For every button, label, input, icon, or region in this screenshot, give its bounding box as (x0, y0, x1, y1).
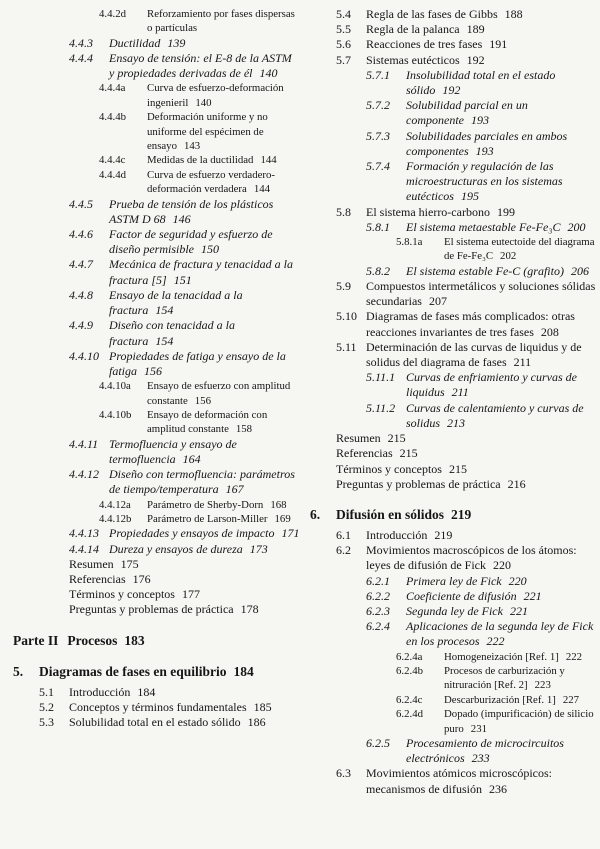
toc-entry (310, 7, 597, 22)
toc-entry (13, 257, 300, 287)
toc-entry-page: 206 (570, 263, 589, 278)
toc-entry-title: Termofluencia y ensayo de termofluencia (109, 436, 237, 466)
toc-entry-title: Descarburización [Ref. 1] (444, 693, 556, 706)
toc-entry (13, 512, 300, 526)
toc-entry-title: Propiedades de fatiga y ensayo de la fatiga (109, 348, 286, 378)
toc-entry-number: 5. (13, 663, 24, 679)
toc-entry (310, 340, 597, 370)
toc-entry-title: Segunda ley de Fick (406, 603, 503, 618)
toc-entry-page: 173 (249, 541, 268, 556)
toc-entry-number: 6.1 (336, 527, 351, 542)
toc-entry-page: 144 (253, 183, 271, 196)
toc-entry-title: Referencias (69, 571, 126, 586)
toc-entry (13, 81, 300, 110)
toc-entry (310, 477, 597, 492)
toc-entry-page: 184 (233, 663, 254, 679)
toc-entry-title: Conceptos y términos fundamentales (69, 699, 247, 714)
toc-entry (13, 587, 300, 602)
toc-entry-number: 4.4.10a (99, 380, 131, 393)
toc-entry-page: 231 (470, 722, 487, 735)
toc-entry-title: Dureza y ensayos de dureza (109, 541, 243, 556)
toc-entry (13, 379, 300, 408)
toc-entry-title: Regla de las fases de Gibbs (366, 7, 498, 21)
toc-entry-number: 5.8.1a (396, 236, 423, 249)
toc-entry-title: Solubilidad parcial en un componente (406, 98, 528, 128)
toc-entry-title: Curva de esfuerzo verdadero-deformación verdadera (147, 168, 275, 196)
toc-entry-page: 189 (466, 22, 485, 37)
toc-entry (310, 574, 597, 589)
toc-entry-title: Ensayo de la tenacidad a la fractura (109, 287, 243, 318)
toc-entry (310, 462, 597, 477)
toc-entry (310, 37, 597, 52)
toc-entry (13, 349, 300, 379)
toc-entry-page: 146 (172, 211, 191, 226)
toc-entry-page: 236 (488, 781, 507, 796)
toc-entry-title: Reacciones de tres fases (366, 37, 483, 52)
toc-entry-number: 4.4.4d (99, 168, 126, 181)
toc-entry-title: Aplicaciones de la segunda ley de Fick en los procesos (406, 619, 594, 649)
toc-entry (13, 542, 300, 557)
toc-entry-number: 4.4.2d (99, 8, 126, 20)
toc-entry-title: Curvas de enfriamiento y curvas de liquidus (406, 370, 577, 400)
toc-entry-title: Parámetro de Sherby-Dorn (147, 498, 264, 511)
toc-entry (13, 7, 300, 36)
toc-entry-number: 5.7.3 (366, 128, 390, 143)
toc-entry-page: 208 (540, 324, 559, 339)
toc-entry (310, 736, 597, 766)
toc-entry-number: 4.4.12b (99, 512, 132, 525)
toc-entry-number: 4.4.13 (69, 526, 99, 541)
toc-entry (13, 110, 300, 153)
toc-entry-page: 164 (182, 451, 201, 466)
toc-entry-title: Ensayo de esfuerzo con amplitud constante (147, 380, 291, 407)
toc-entry-page: 156 (144, 363, 163, 378)
toc-entry-number: 5.11 (336, 339, 357, 354)
toc-entry-title: Solubilidad total en el estado sólido (69, 714, 241, 729)
toc-entry-page: 215 (448, 461, 467, 476)
toc-entry-number: 4.4.9 (69, 318, 93, 333)
toc-entry-title: El sistema hierro-carbono (366, 204, 490, 219)
toc-entry-number: 5.11.1 (366, 370, 396, 385)
toc-entry (310, 279, 597, 309)
toc-entry-title: El sistema eutectoide del diagrama de Fe-Fe₃C (444, 236, 595, 263)
toc-entry (310, 543, 597, 573)
toc-entry-page: 156 (194, 394, 211, 407)
toc-entry (310, 528, 597, 543)
toc-entry (310, 220, 597, 235)
toc-entry-page: 188 (504, 7, 523, 21)
toc-column-left (13, 7, 300, 849)
toc-entry-number: 5.1 (39, 684, 54, 699)
toc-entry-number: 5.4 (336, 7, 351, 21)
toc-entry-page: 186 (247, 714, 266, 729)
toc-entry-title: Factor de seguridad y esfuerzo de diseño permisible (109, 227, 273, 257)
toc-entry-number: 5.9 (336, 279, 351, 294)
toc-entry (13, 663, 300, 680)
toc-entry-page: 175 (120, 556, 139, 571)
toc-entry (310, 707, 597, 736)
toc-entry-title: Propiedades y ensayos de impacto (109, 526, 275, 541)
toc-entry (13, 498, 300, 512)
toc-entry-title: Ductilidad (109, 35, 161, 50)
toc-entry-page: 191 (489, 37, 508, 52)
toc-entry-title: Resumen (336, 431, 381, 446)
toc-entry-title: Reforzamiento por fases dispersas o partículas (147, 8, 295, 35)
toc-entry-number: 4.4.12 (69, 467, 99, 482)
toc-entry-number: 5.6 (336, 37, 351, 52)
toc-entry-page: 221 (523, 588, 542, 603)
toc-entry-page: 193 (475, 143, 494, 158)
toc-entry (13, 715, 300, 730)
toc-entry-title: Preguntas y problemas de práctica (69, 602, 234, 617)
toc-entry-number: 4.4.14 (69, 541, 99, 556)
toc-entry (310, 98, 597, 128)
toc-entry-number: 6.2.3 (366, 603, 390, 618)
toc-entry-title: Medidas de la ductilidad (147, 154, 254, 167)
toc-entry (310, 235, 597, 264)
toc-entry-title: Primera ley de Fick (406, 573, 502, 588)
toc-entry-title: Regla de la palanca (366, 22, 460, 37)
toc-entry (310, 68, 597, 98)
toc-entry-title: Preguntas y problemas de práctica (336, 476, 501, 491)
toc-entry-page: 199 (496, 204, 515, 219)
toc-entry-page: 169 (274, 512, 291, 525)
toc-entry-number: 6.2.4a (396, 650, 423, 663)
toc-entry-number: 6.2.4b (396, 664, 423, 677)
toc-entry (310, 129, 597, 159)
toc-entry-title: Mecánica de fractura y tenacidad a la fractura [5] (109, 257, 293, 287)
toc-entry-number: 5.2 (39, 699, 54, 714)
toc-entry (310, 205, 597, 220)
toc-entry-number: 5.7.2 (366, 98, 390, 113)
toc-entry-number: 4.4.8 (69, 287, 93, 302)
toc-entry (310, 370, 597, 400)
toc-entry-page: 195 (460, 189, 479, 204)
toc-entry-number: 6.2 (336, 543, 351, 558)
toc-entry-title: Determinación de las curvas de liquidus y de solidus del diagrama de fases (366, 339, 582, 370)
toc-entry-number: 5.7.1 (366, 67, 390, 82)
toc-entry-page: 144 (260, 154, 277, 167)
toc-entry-number: 4.4.4a (99, 82, 126, 95)
toc-entry-number: 4.4.10b (99, 408, 132, 421)
toc-entry (13, 168, 300, 197)
toc-entry-number: 4.4.4b (99, 111, 126, 124)
toc-entry (310, 664, 597, 693)
toc-entry-page: 171 (281, 526, 300, 541)
toc-entry (13, 153, 300, 167)
toc-entry-page: 168 (270, 498, 287, 511)
toc-entry-number: 5.8.1 (366, 219, 390, 234)
toc-entry-page: 227 (562, 693, 580, 706)
toc-entry (310, 159, 597, 205)
toc-entry-page: 222 (565, 650, 583, 663)
toc-entry-title: Diagramas de fases en equilibrio (39, 663, 227, 679)
toc-entry-number: 4.4.5 (69, 196, 93, 211)
toc-entry (310, 766, 597, 796)
toc-entry-title: Coeficiente de difusión (406, 588, 517, 603)
toc-entry-page: 207 (428, 294, 447, 309)
toc-entry (310, 53, 597, 68)
toc-entry (13, 288, 300, 318)
toc-entry (310, 650, 597, 664)
toc-entry-page: 167 (225, 482, 244, 497)
toc-entry (13, 467, 300, 497)
toc-entry (13, 318, 300, 348)
toc-entry (310, 22, 597, 37)
toc-entry-page: 202 (500, 250, 517, 263)
toc-entry (310, 604, 597, 619)
toc-entry-page: 178 (240, 602, 259, 617)
toc-entry-title: Difusión en sólidos (336, 506, 445, 522)
toc-entry-title: Procesos (67, 632, 118, 648)
toc-entry-title: Dopado (impurificación) de silicio puro (444, 708, 594, 735)
toc-entry-page: 193 (470, 113, 489, 128)
toc-entry (310, 431, 597, 446)
toc-entry-page: 140 (259, 66, 278, 81)
toc-entry (13, 408, 300, 437)
toc-entry-number: 6.2.1 (366, 573, 390, 588)
toc-entry-number: 4.4.6 (69, 227, 93, 242)
toc-entry-number: 6.2.2 (366, 588, 390, 603)
toc-entry-title: Referencias (336, 446, 393, 461)
toc-entry-page: 223 (534, 679, 551, 692)
toc-entry-page: 220 (508, 573, 527, 588)
toc-entry-number: 5.5 (336, 22, 351, 37)
toc-entry (310, 619, 597, 649)
toc-entry (13, 700, 300, 715)
toc-entry-page: 143 (183, 140, 201, 153)
toc-entry-page: 154 (155, 333, 174, 348)
toc-entry-page: 185 (253, 699, 272, 714)
toc-entry-title: Términos y conceptos (336, 461, 442, 476)
toc-entry (310, 401, 597, 431)
toc-entry-page: 151 (173, 272, 192, 287)
toc-entry (13, 36, 300, 51)
toc-entry (310, 506, 597, 523)
toc-entry-title: Sistemas eutécticos (366, 52, 460, 67)
toc-entry-page: 139 (167, 35, 186, 50)
toc-entry-title: Homogeneización [Ref. 1] (444, 650, 559, 663)
toc-entry-page: 213 (447, 415, 466, 430)
toc-entry-title: Diseño con tenacidad a la fractura (109, 318, 235, 348)
toc-entry-title: Curva de esfuerzo-deformación ingenieril (147, 82, 284, 109)
toc-entry-title: Introducción (69, 684, 131, 699)
toc-entry-number: 5.8.2 (366, 263, 390, 278)
toc-entry-page: 184 (137, 684, 156, 699)
toc-entry-page: 216 (507, 476, 526, 491)
toc-entry-title: Diagramas de fases más complicados: otras reacciones invariantes de tres fases (366, 309, 575, 339)
toc-entry-title: Formación y regulación de las microestructuras en los sistemas eutécticos (406, 159, 563, 204)
toc-entry (13, 197, 300, 227)
toc-entry-number: 6.2.5 (366, 735, 390, 750)
toc-entry (13, 632, 300, 649)
toc-entry-title: Ensayo de deformación con amplitud constante (147, 408, 268, 436)
toc-entry-page: 177 (181, 587, 200, 602)
toc-entry-title: Deformación uniforme y no uniforme del espécimen de ensayo (147, 111, 268, 153)
toc-entry-title: Introducción (366, 527, 428, 542)
toc-entry-title: Ensayo de tensión: el E-8 de la ASTM y propiedades derivadas de él (109, 51, 292, 81)
toc-entry-number: 5.7.4 (366, 159, 390, 174)
toc-entry (13, 526, 300, 541)
toc-entry-number: 4.4.3 (69, 35, 93, 50)
toc-entry-page: 176 (132, 571, 151, 586)
toc-entry-page: 200 (567, 219, 586, 234)
toc-entry-title: Insolubilidad total en el estado sólido (406, 67, 556, 98)
toc-entry-number: Parte II (13, 632, 59, 648)
toc-entry-number: 4.4.10 (69, 348, 99, 363)
toc-entry-title: Términos y conceptos (69, 587, 175, 602)
toc-entry-number: 4.4.12a (99, 498, 131, 511)
toc-entry (13, 557, 300, 572)
toc-entry-page: 154 (155, 303, 174, 318)
toc-entry-page: 215 (399, 446, 418, 461)
toc-column-right (310, 7, 597, 849)
toc-entry-page: 183 (124, 632, 145, 648)
toc-entry-title: Prueba de tensión de los plásticos ASTM D 68 (109, 196, 274, 226)
toc-entry-number: 6.2.4c (396, 693, 423, 706)
toc-entry-title: Solubilidades parciales en ambos componentes (406, 128, 568, 158)
toc-entry-number: 5.11.2 (366, 400, 396, 415)
toc-entry-number: 5.10 (336, 309, 357, 324)
toc-entry (13, 51, 300, 81)
toc-entry-number: 6.3 (336, 766, 351, 781)
toc-entry-page: 220 (492, 558, 511, 573)
toc-entry-number: 4.4.7 (69, 257, 93, 272)
toc-entry (310, 693, 597, 707)
toc-entry (310, 446, 597, 461)
toc-entry-number: 5.8 (336, 204, 351, 219)
toc-entry-title: Resumen (69, 556, 114, 571)
toc-entry-page: 221 (509, 603, 528, 618)
toc-entry-page: 140 (195, 96, 212, 109)
toc-entry-title: El sistema metaestable Fe-Fe₃C (406, 219, 561, 234)
toc-entry-page: 219 (451, 506, 472, 522)
toc-entry (310, 589, 597, 604)
toc-entry (13, 227, 300, 257)
toc-entry-title: Parámetro de Larson-Miller (147, 512, 268, 525)
toc-entry-page: 150 (201, 242, 219, 257)
toc-entry-page: 192 (466, 52, 485, 67)
toc-entry-title: Diseño con termofluencia: parámetros de tiempo/temperatura (109, 467, 295, 497)
toc-entry-title: El sistema estable Fe-C (grafito) (406, 263, 564, 278)
toc-entry-page: 219 (434, 527, 453, 542)
toc-entry-number: 4.4.4c (99, 154, 126, 167)
toc-entry (13, 602, 300, 617)
toc-entry-page: 211 (513, 355, 532, 370)
toc-entry (310, 309, 597, 339)
toc-entry-number: 5.7 (336, 52, 351, 67)
toc-entry-page: 222 (486, 634, 505, 649)
toc-entry (13, 572, 300, 587)
toc-entry-title: Movimientos atómicos microscópicos: mecanismos de difusión (366, 766, 552, 796)
toc-entry (13, 685, 300, 700)
toc-entry-title: Compuestos intermetálicos y soluciones sólidas secundarias (366, 279, 596, 309)
toc-entry (13, 437, 300, 467)
toc-entry-number: 5.3 (39, 714, 54, 729)
toc-entry-page: 233 (471, 751, 490, 766)
toc-entry-page: 192 (442, 83, 461, 98)
toc-entry-title: Procesos de carburización y nitruración [Ref. 2] (444, 664, 565, 692)
toc-entry-page: 158 (235, 423, 253, 436)
toc-entry-title: Procesamiento de microcircuitos electrónicos (406, 735, 564, 766)
toc-entry-title: Curvas de calentamiento y curvas de solidus (406, 400, 584, 430)
toc-entry-number: 4.4.11 (69, 436, 99, 451)
toc-entry-title: Movimientos macroscópicos de los átomos: leyes de difusión de Fick (366, 543, 577, 573)
toc-entry (310, 264, 597, 279)
toc-entry-number: 4.4.4 (69, 51, 93, 66)
toc-entry-page: 215 (387, 431, 406, 446)
toc-entry-number: 6.2.4d (396, 708, 423, 721)
toc-entry-page: 211 (451, 385, 469, 400)
toc-entry-number: 6. (310, 506, 321, 522)
toc-entry-number: 6.2.4 (366, 619, 390, 634)
